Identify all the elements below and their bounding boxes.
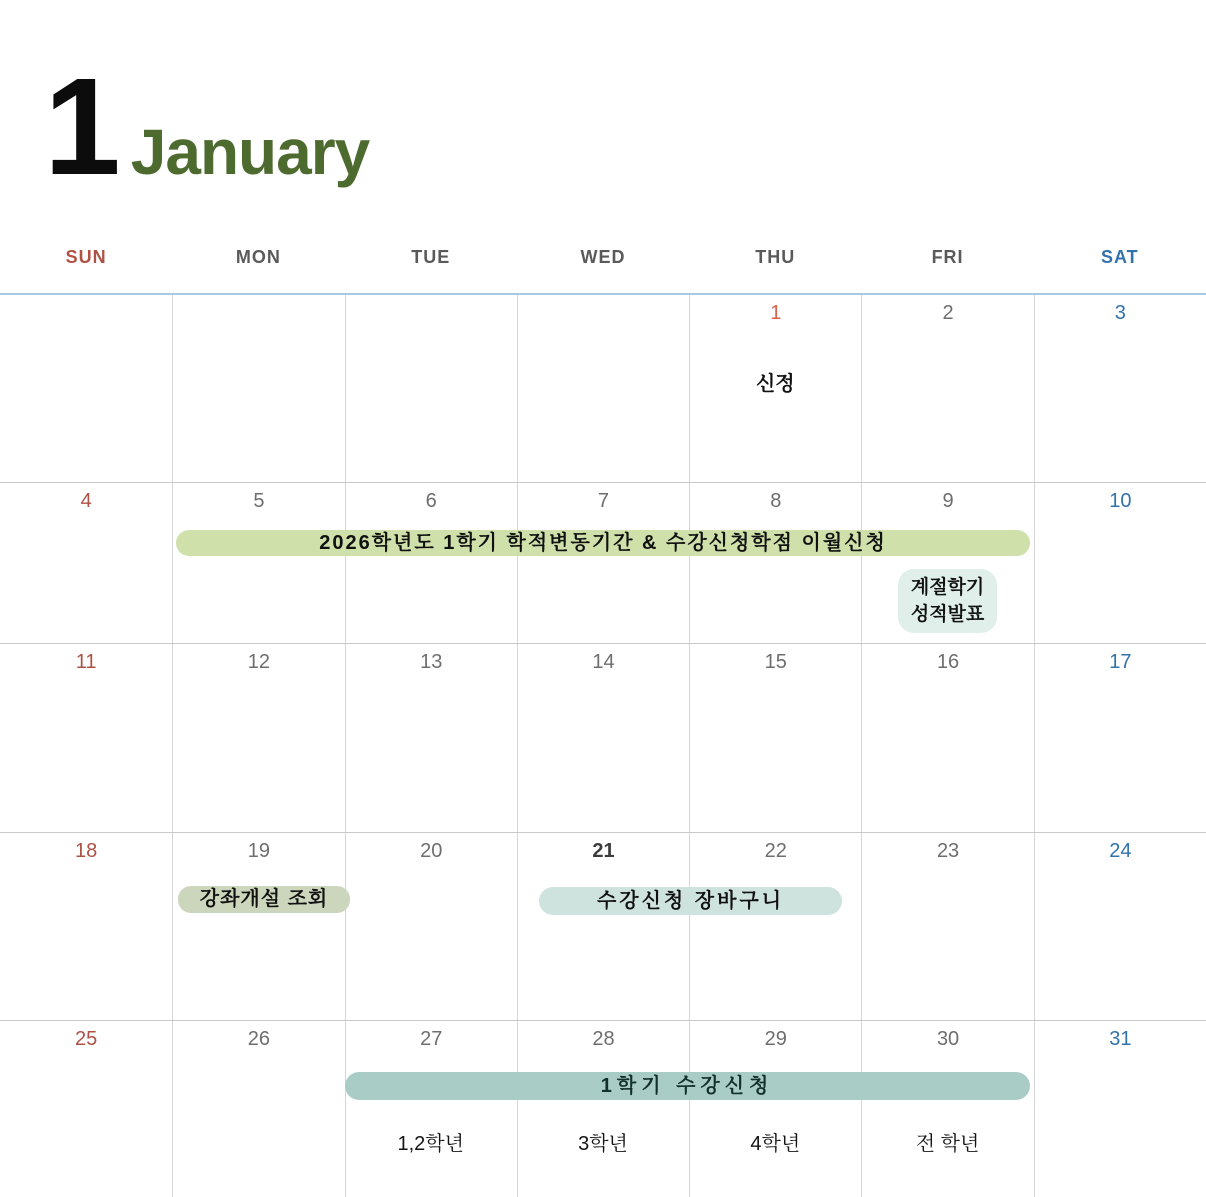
month-name: January [130,116,370,188]
seasonal-grades-line1: 계절학기 [910,577,985,598]
date-number: 28 [592,1028,615,1050]
date-number: 17 [1109,651,1132,673]
date-number: 13 [420,651,443,673]
registration-group-label: 1,2학년 [397,1133,464,1155]
weekday-mon: MON [235,247,281,267]
registration-group-label: 4학년 [750,1133,801,1155]
day-cell [345,833,517,1020]
record-change-banner: 2026학년도 1학기 학적변동기간 & 수강신청학점 이월신청 [176,530,1030,556]
date-number: 25 [75,1028,98,1050]
day-cell [1034,1021,1206,1197]
seasonal-grades-text [898,569,997,633]
date-number: 27 [420,1028,443,1050]
day-cell [689,644,861,832]
day-cell [1034,833,1206,1020]
date-number: 21 [592,840,615,862]
date-number: 1 [770,302,782,324]
day-cell [0,833,172,1020]
day-cell [172,483,344,643]
day-cell [172,644,344,832]
week-row-3 [0,643,1206,832]
day-cell [172,833,344,1020]
day-cell [0,644,172,832]
day-cell [345,644,517,832]
date-number: 20 [420,840,443,862]
seasonal-grades-badge [861,569,1033,633]
date-number: 23 [936,840,960,862]
day-cell [172,1021,344,1197]
date-number: 15 [764,651,787,673]
date-number: 10 [1109,490,1132,512]
date-number: 18 [75,840,98,862]
day-cell [345,295,517,482]
registration-group-label: 3학년 [578,1133,628,1155]
day-cell [0,295,172,482]
weekday-sat: SAT [1101,247,1139,267]
weekday-header-row [0,247,1206,268]
day-cell [517,1021,689,1197]
course-catalog-badge: 강좌개설 조회 [178,886,350,913]
date-number: 6 [425,490,437,512]
month-number: 1 [44,50,121,204]
day-cell [517,833,689,1020]
weekday-wed: WED [580,247,626,267]
seasonal-grades-line2: 성적발표 [910,604,985,625]
date-number: 4 [80,490,92,512]
week-row-2 [0,482,1206,643]
date-number: 3 [1114,302,1126,324]
date-number: 26 [247,1028,271,1050]
weekday-fri: FRI [931,247,964,267]
registration-banner: 1학기 수강신청 [345,1072,1030,1100]
date-number: 5 [253,490,265,512]
date-number: 29 [764,1028,787,1050]
day-cell [861,644,1033,832]
day-cell [345,1021,517,1197]
day-cell [517,483,689,643]
week-row-1 [0,293,1206,482]
day-cell [689,833,861,1020]
day-cell [517,295,689,482]
day-cell [172,295,344,482]
day-cell [517,644,689,832]
week-row-4 [0,832,1206,1020]
date-number: 19 [247,840,271,862]
date-number: 31 [1109,1028,1132,1050]
day-cell [689,1021,861,1197]
date-number: 9 [942,490,954,512]
date-number: 16 [936,651,960,673]
date-number: 12 [247,651,271,673]
day-cell [861,833,1033,1020]
date-number: 11 [75,651,97,673]
registration-group-label: 전 학년 [915,1133,980,1155]
calendar-grid [0,293,1206,1197]
weekday-sun: SUN [65,247,107,267]
new-years-day-label: 신정 [755,373,795,395]
date-number: 22 [764,840,787,862]
day-cell [1034,644,1206,832]
date-number: 14 [592,651,615,673]
week-row-5 [0,1020,1206,1197]
day-cell [861,295,1033,482]
cart-pill: 수강신청 장바구니 [539,887,842,915]
day-cell [0,483,172,643]
weekday-tue: TUE [411,247,451,267]
date-number: 24 [1109,840,1132,862]
date-number: 30 [936,1028,960,1050]
weekday-thu: THU [755,247,796,267]
date-number: 2 [942,302,954,324]
month-title [44,50,370,204]
day-cell [0,1021,172,1197]
day-cell [861,1021,1033,1197]
day-cell [1034,483,1206,643]
date-number: 7 [597,490,610,512]
day-cell [1034,295,1206,482]
date-number: 8 [770,490,782,512]
day-cell [689,483,861,643]
day-cell [345,483,517,643]
